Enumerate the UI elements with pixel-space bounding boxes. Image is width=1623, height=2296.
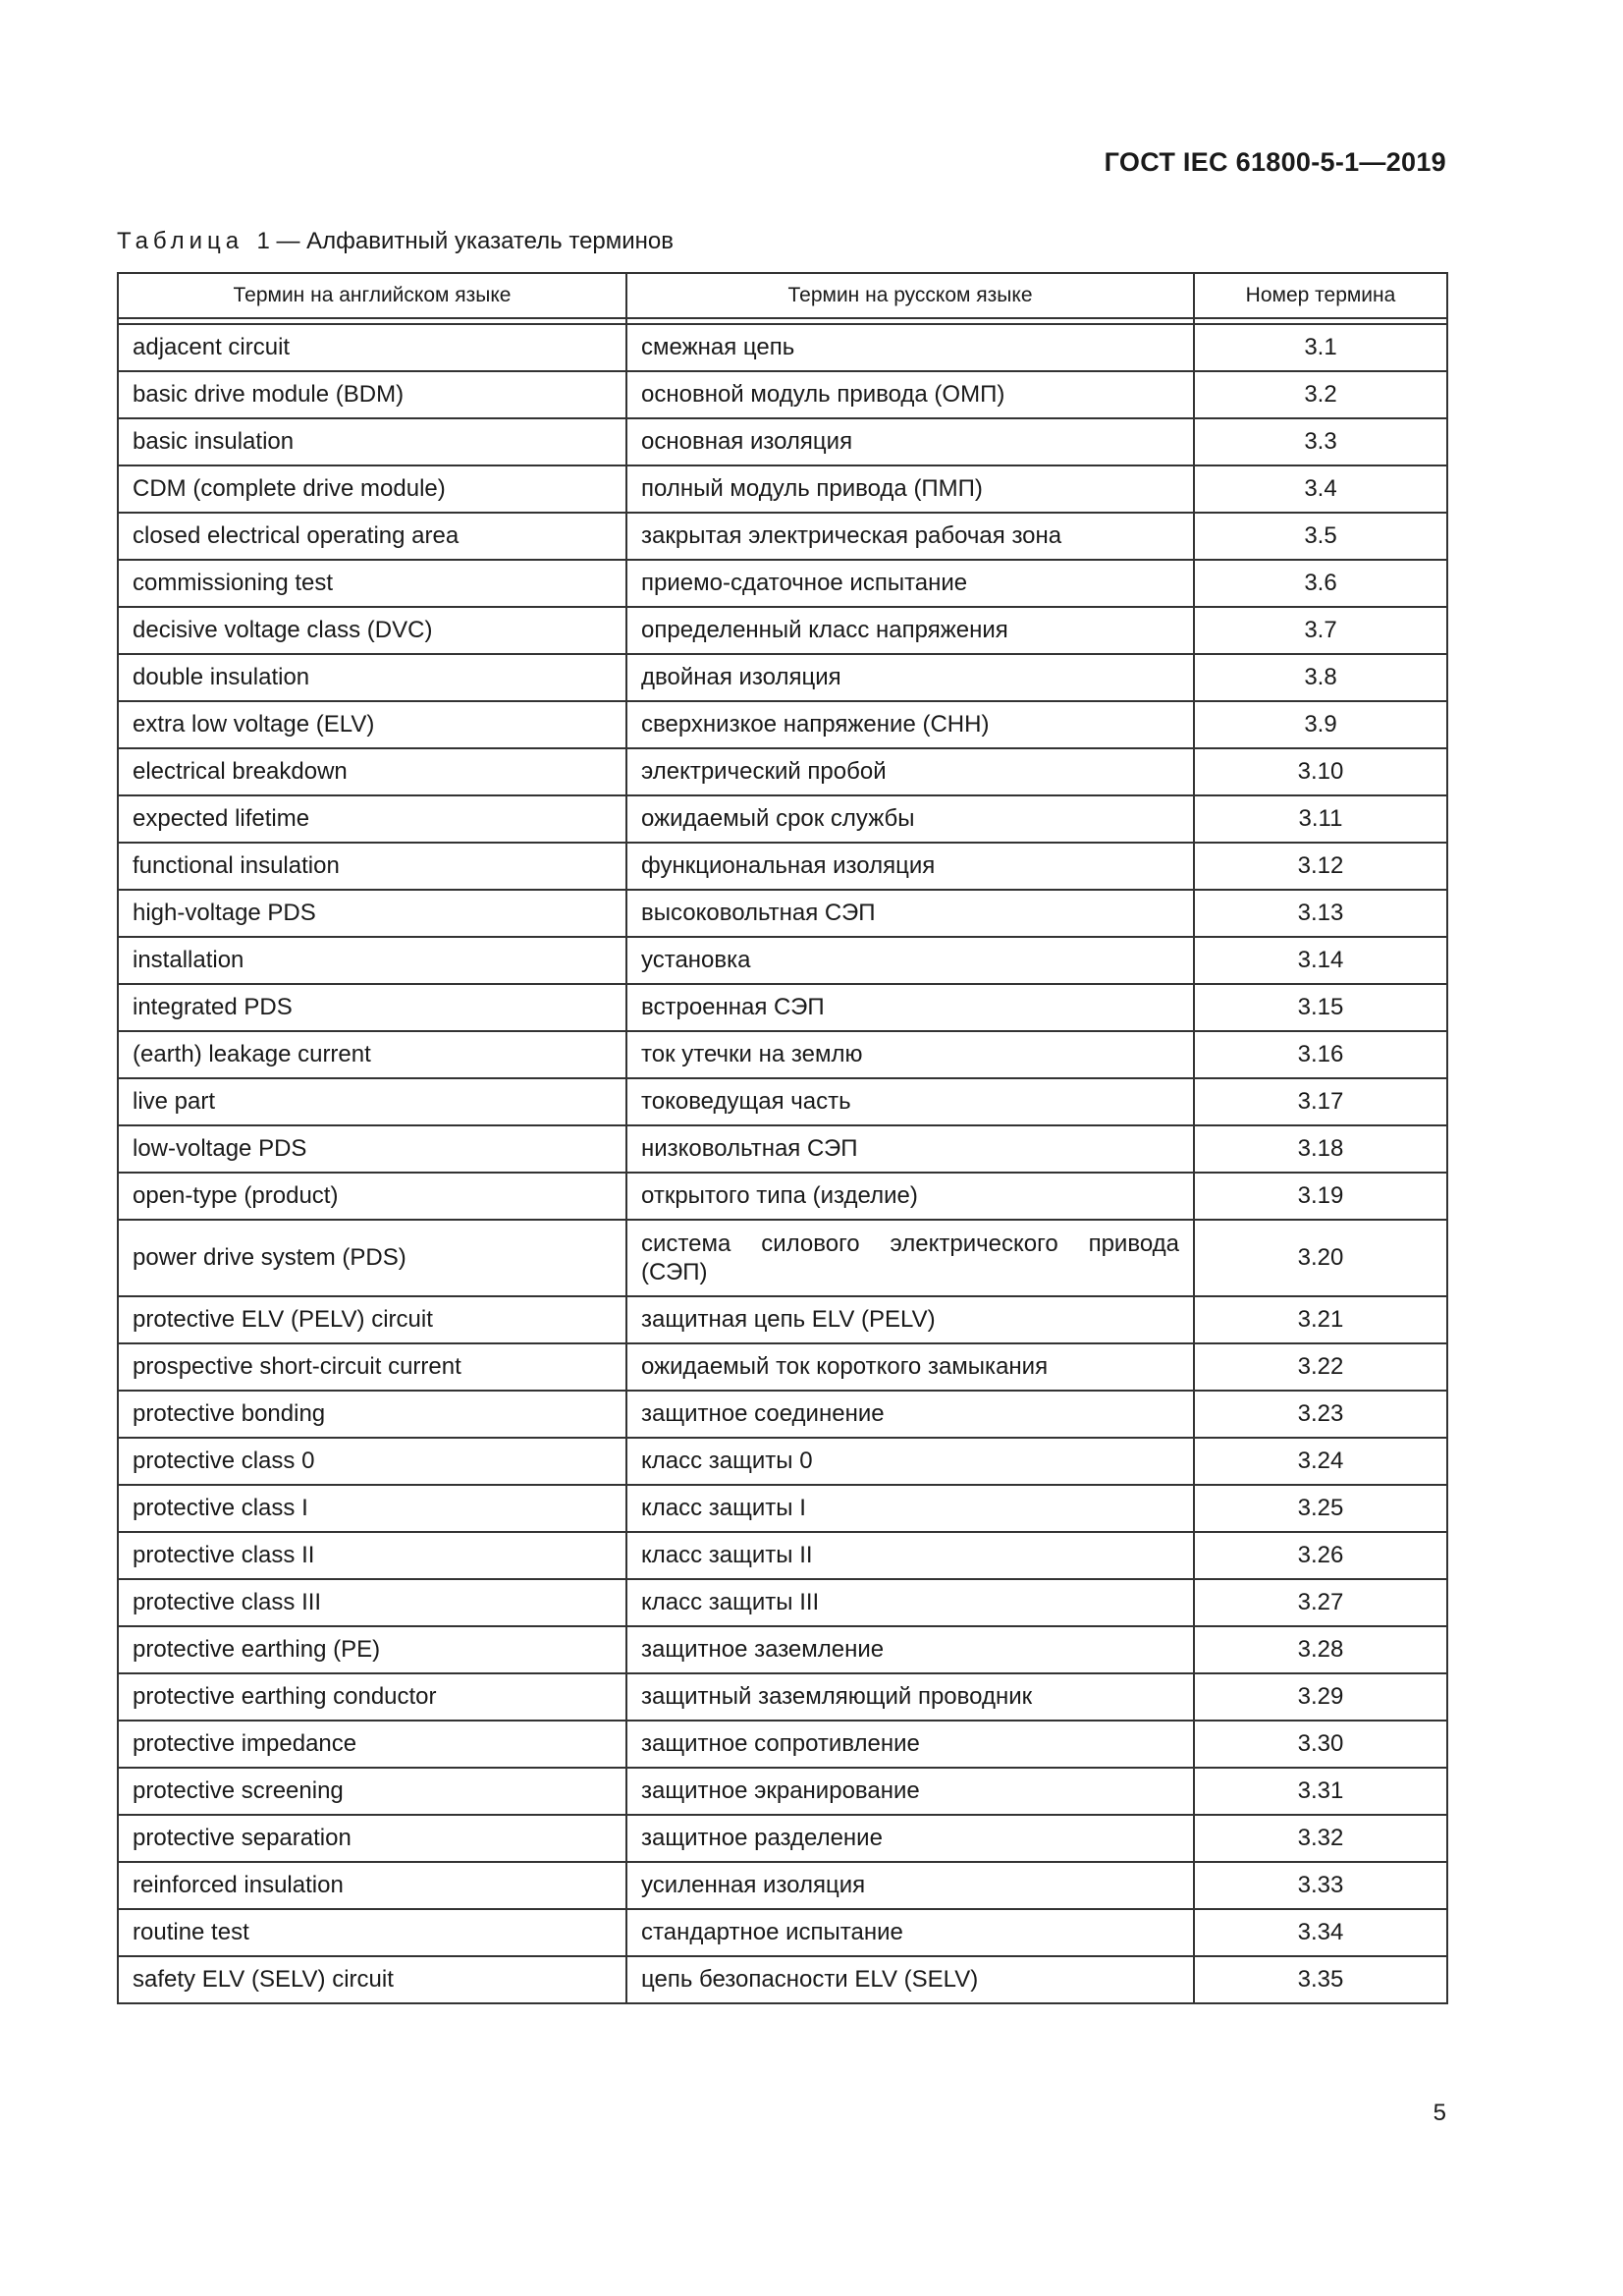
document-code-header: ГОСТ IEC 61800-5-1—2019 xyxy=(1104,147,1446,177)
english-term-cell: protective class II xyxy=(118,1532,626,1579)
english-term-cell: protective bonding xyxy=(118,1391,626,1438)
russian-term-cell: защитная цепь ELV (PELV) xyxy=(626,1296,1194,1343)
russian-term-cell: стандартное испытание xyxy=(626,1909,1194,1956)
russian-term-cell: встроенная СЭП xyxy=(626,984,1194,1031)
russian-term-cell: функциональная изоляция xyxy=(626,843,1194,890)
term-number-cell: 3.34 xyxy=(1194,1909,1447,1956)
term-number-cell: 3.24 xyxy=(1194,1438,1447,1485)
russian-term-cell: защитное экранирование xyxy=(626,1768,1194,1815)
table-row xyxy=(118,654,1447,701)
term-number-cell: 3.13 xyxy=(1194,890,1447,937)
english-term-cell: open-type (product) xyxy=(118,1173,626,1220)
english-term-cell: CDM (complete drive module) xyxy=(118,465,626,513)
table-row xyxy=(118,371,1447,418)
english-term-cell: power drive system (PDS) xyxy=(118,1220,626,1296)
term-number-cell: 3.25 xyxy=(1194,1485,1447,1532)
term-number-cell: 3.26 xyxy=(1194,1532,1447,1579)
table-row xyxy=(118,1296,1447,1343)
english-term-cell: expected lifetime xyxy=(118,795,626,843)
table-row xyxy=(118,324,1447,371)
table-row xyxy=(118,1815,1447,1862)
term-number-cell: 3.27 xyxy=(1194,1579,1447,1626)
table-row xyxy=(118,701,1447,748)
term-number-cell: 3.17 xyxy=(1194,1078,1447,1125)
russian-term-cell: высоковольтная СЭП xyxy=(626,890,1194,937)
english-term-cell: protective earthing conductor xyxy=(118,1673,626,1721)
table-row xyxy=(118,1909,1447,1956)
russian-term-cell: класс защиты II xyxy=(626,1532,1194,1579)
english-term-cell: functional insulation xyxy=(118,843,626,890)
term-number-cell: 3.5 xyxy=(1194,513,1447,560)
table-caption-text: 1 — Алфавитный указатель терминов xyxy=(256,228,675,254)
table-row xyxy=(118,937,1447,984)
english-term-cell: (earth) leakage current xyxy=(118,1031,626,1078)
english-term-cell: double insulation xyxy=(118,654,626,701)
term-number-cell: 3.23 xyxy=(1194,1391,1447,1438)
english-term-cell: routine test xyxy=(118,1909,626,1956)
table-row xyxy=(118,1031,1447,1078)
russian-term-cell: ожидаемый срок службы xyxy=(626,795,1194,843)
column-header-term-number: Номер термина xyxy=(1194,273,1447,318)
term-number-cell: 3.22 xyxy=(1194,1343,1447,1391)
english-term-cell: protective screening xyxy=(118,1768,626,1815)
russian-term-cell: класс защиты 0 xyxy=(626,1438,1194,1485)
table-row xyxy=(118,984,1447,1031)
russian-term-cell: определенный класс напряжения xyxy=(626,607,1194,654)
english-term-cell: basic insulation xyxy=(118,418,626,465)
table-row xyxy=(118,418,1447,465)
russian-term-cell: двойная изоляция xyxy=(626,654,1194,701)
english-term-cell: extra low voltage (ELV) xyxy=(118,701,626,748)
term-number-cell: 3.6 xyxy=(1194,560,1447,607)
table-caption-label: Таблица xyxy=(117,228,244,254)
english-term-cell: prospective short-circuit current xyxy=(118,1343,626,1391)
table-row xyxy=(118,1956,1447,2003)
russian-term-cell: смежная цепь xyxy=(626,324,1194,371)
table-row xyxy=(118,1579,1447,1626)
term-number-cell: 3.35 xyxy=(1194,1956,1447,2003)
russian-term-cell: класс защиты I xyxy=(626,1485,1194,1532)
russian-term-cell: установка xyxy=(626,937,1194,984)
term-number-cell: 3.1 xyxy=(1194,324,1447,371)
russian-term-cell: закрытая электрическая рабочая зона xyxy=(626,513,1194,560)
russian-term-cell: основная изоляция xyxy=(626,418,1194,465)
term-number-cell: 3.10 xyxy=(1194,748,1447,795)
russian-term-cell: усиленная изоляция xyxy=(626,1862,1194,1909)
term-number-cell: 3.19 xyxy=(1194,1173,1447,1220)
russian-term-cell: защитное разделение xyxy=(626,1815,1194,1862)
table-row xyxy=(118,1438,1447,1485)
table-row xyxy=(118,1862,1447,1909)
english-term-cell: protective ELV (PELV) circuit xyxy=(118,1296,626,1343)
english-term-cell: high-voltage PDS xyxy=(118,890,626,937)
english-term-cell: protective impedance xyxy=(118,1721,626,1768)
column-header-english-term: Термин на английском языке xyxy=(118,273,626,318)
term-number-cell: 3.29 xyxy=(1194,1673,1447,1721)
table-row xyxy=(118,1078,1447,1125)
russian-term-cell: полный модуль привода (ПМП) xyxy=(626,465,1194,513)
english-term-cell: protective separation xyxy=(118,1815,626,1862)
table-row xyxy=(118,1125,1447,1173)
russian-term-cell: защитное заземление xyxy=(626,1626,1194,1673)
english-term-cell: protective class III xyxy=(118,1579,626,1626)
term-number-cell: 3.12 xyxy=(1194,843,1447,890)
term-number-cell: 3.7 xyxy=(1194,607,1447,654)
table-row xyxy=(118,465,1447,513)
russian-term-cell: приемо-сдаточное испытание xyxy=(626,560,1194,607)
term-number-cell: 3.18 xyxy=(1194,1125,1447,1173)
term-number-cell: 3.21 xyxy=(1194,1296,1447,1343)
russian-term-cell: ожидаемый ток короткого замыкания xyxy=(626,1343,1194,1391)
english-term-cell: protective class I xyxy=(118,1485,626,1532)
term-number-cell: 3.15 xyxy=(1194,984,1447,1031)
table-row xyxy=(118,748,1447,795)
table-row xyxy=(118,1485,1447,1532)
english-term-cell: safety ELV (SELV) circuit xyxy=(118,1956,626,2003)
term-number-cell: 3.14 xyxy=(1194,937,1447,984)
term-number-cell: 3.30 xyxy=(1194,1721,1447,1768)
term-number-cell: 3.20 xyxy=(1194,1220,1447,1296)
column-header-russian-term: Термин на русском языке xyxy=(626,273,1194,318)
english-term-cell: protective class 0 xyxy=(118,1438,626,1485)
russian-term-cell: сверхнизкое напряжение (СНН) xyxy=(626,701,1194,748)
term-number-cell: 3.3 xyxy=(1194,418,1447,465)
russian-term-cell: цепь безопасности ELV (SELV) xyxy=(626,1956,1194,2003)
russian-term-cell: система силового электрического привода (СЭП) xyxy=(626,1220,1194,1296)
term-number-cell: 3.31 xyxy=(1194,1768,1447,1815)
russian-term-cell: класс защиты III xyxy=(626,1579,1194,1626)
russian-term-cell: открытого типа (изделие) xyxy=(626,1173,1194,1220)
table-row xyxy=(118,843,1447,890)
term-number-cell: 3.2 xyxy=(1194,371,1447,418)
table-body xyxy=(118,324,1447,2003)
term-number-cell: 3.9 xyxy=(1194,701,1447,748)
russian-term-cell: токоведущая часть xyxy=(626,1078,1194,1125)
table-row xyxy=(118,607,1447,654)
english-term-cell: installation xyxy=(118,937,626,984)
table-row xyxy=(118,1173,1447,1220)
russian-term-cell: защитный заземляющий проводник xyxy=(626,1673,1194,1721)
table-row xyxy=(118,1768,1447,1815)
table-caption xyxy=(117,228,674,255)
english-term-cell: low-voltage PDS xyxy=(118,1125,626,1173)
english-term-cell: live part xyxy=(118,1078,626,1125)
term-number-cell: 3.28 xyxy=(1194,1626,1447,1673)
table-row xyxy=(118,560,1447,607)
table-header-row xyxy=(118,273,1447,318)
english-term-cell: commissioning test xyxy=(118,560,626,607)
english-term-cell: electrical breakdown xyxy=(118,748,626,795)
table-row xyxy=(118,1532,1447,1579)
english-term-cell: adjacent circuit xyxy=(118,324,626,371)
page-number: 5 xyxy=(1433,2100,1446,2126)
term-number-cell: 3.16 xyxy=(1194,1031,1447,1078)
russian-term-cell: защитное соединение xyxy=(626,1391,1194,1438)
russian-term-cell: низковольтная СЭП xyxy=(626,1125,1194,1173)
table-row xyxy=(118,513,1447,560)
term-number-cell: 3.4 xyxy=(1194,465,1447,513)
term-number-cell: 3.8 xyxy=(1194,654,1447,701)
english-term-cell: integrated PDS xyxy=(118,984,626,1031)
russian-term-cell: основной модуль привода (ОМП) xyxy=(626,371,1194,418)
table-row xyxy=(118,890,1447,937)
english-term-cell: basic drive module (BDM) xyxy=(118,371,626,418)
english-term-cell: reinforced insulation xyxy=(118,1862,626,1909)
english-term-cell: protective earthing (PE) xyxy=(118,1626,626,1673)
english-term-cell: decisive voltage class (DVC) xyxy=(118,607,626,654)
table-row xyxy=(118,795,1447,843)
table-row xyxy=(118,1343,1447,1391)
russian-term-cell: электрический пробой xyxy=(626,748,1194,795)
table-row xyxy=(118,1626,1447,1673)
table-row xyxy=(118,1673,1447,1721)
table-row xyxy=(118,1391,1447,1438)
term-number-cell: 3.32 xyxy=(1194,1815,1447,1862)
table-row xyxy=(118,1220,1447,1296)
term-number-cell: 3.11 xyxy=(1194,795,1447,843)
english-term-cell: closed electrical operating area xyxy=(118,513,626,560)
russian-term-cell: ток утечки на землю xyxy=(626,1031,1194,1078)
russian-term-cell: защитное сопротивление xyxy=(626,1721,1194,1768)
table-row xyxy=(118,1721,1447,1768)
terms-index-table xyxy=(117,272,1448,2004)
term-number-cell: 3.33 xyxy=(1194,1862,1447,1909)
